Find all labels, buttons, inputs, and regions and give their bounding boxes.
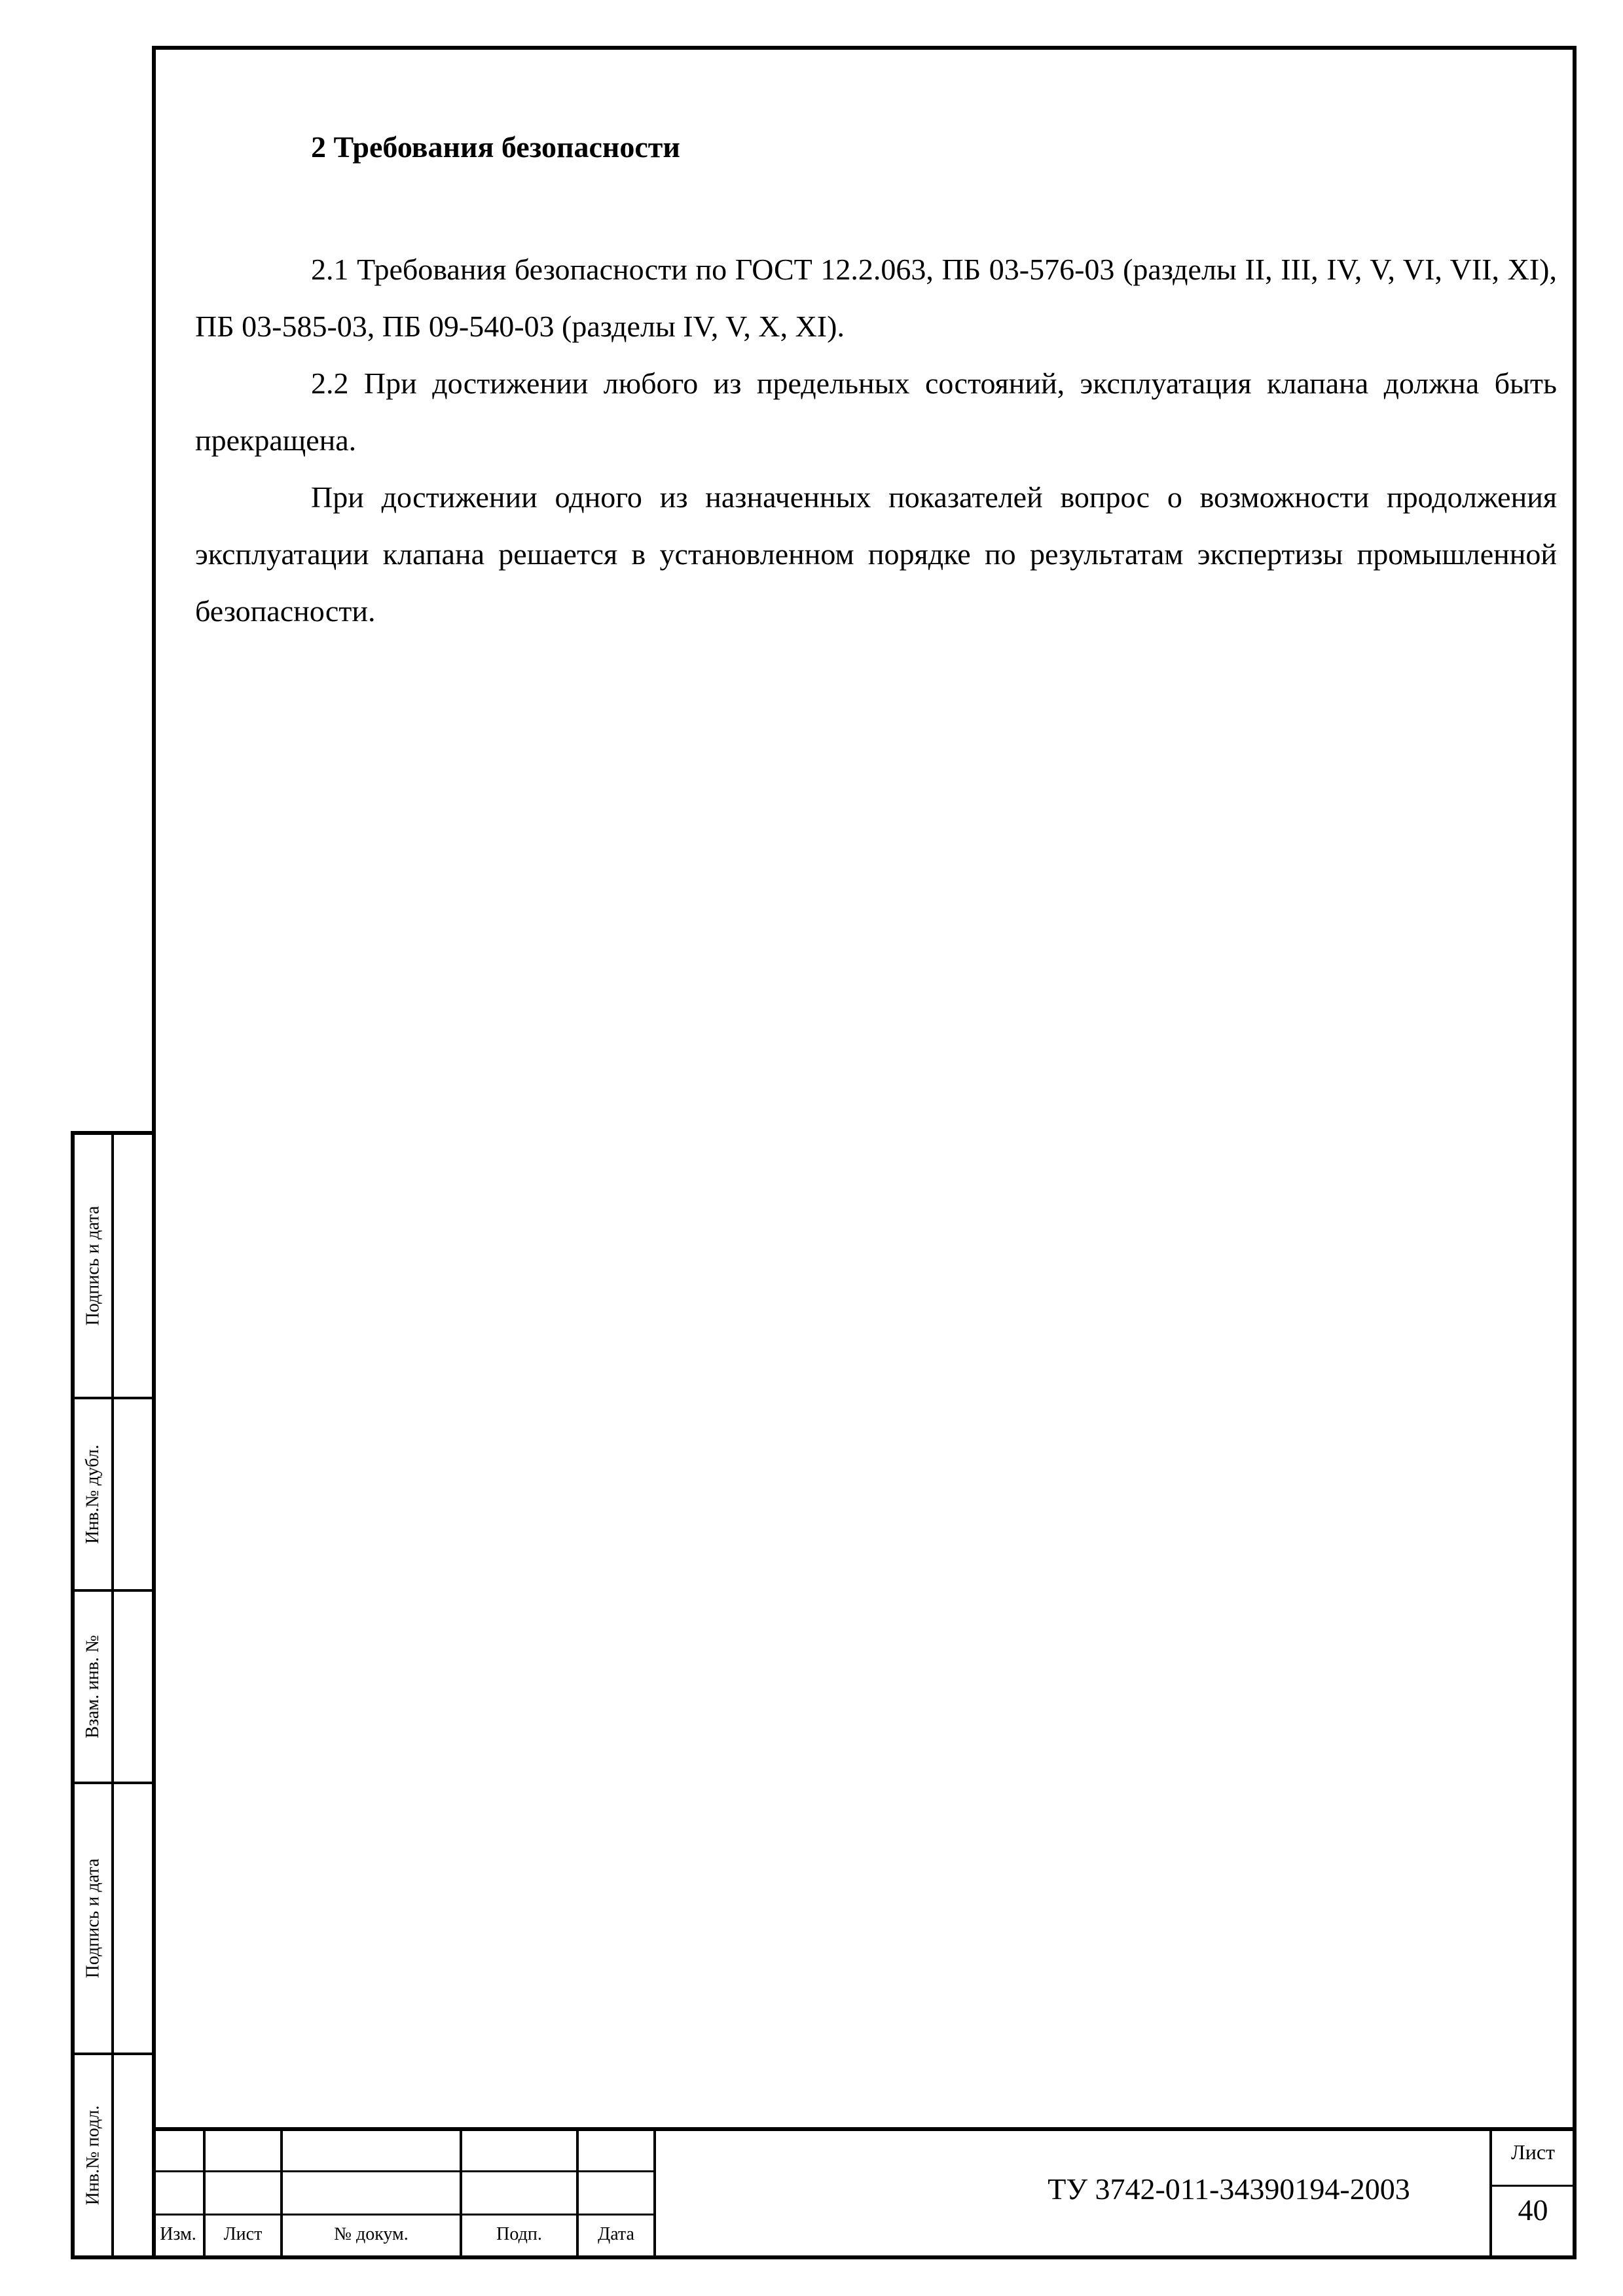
side-label-replace-inv: Взам. инв. № bbox=[82, 1635, 103, 1738]
side-label-inv-original: Инв.№ подл. bbox=[82, 2105, 103, 2206]
col-signature: Подп. bbox=[496, 2224, 542, 2244]
paragraph-3: При достижении одного из назначенных показателей вопрос о возможности продолжения эксплуатации клапана решается в установленном порядке по результатам экспертизы промышленной безопасности. bbox=[195, 480, 1557, 628]
paragraph-2-2: 2.2 При достижении любого из предельных состояний, эксплуатация клапана должна быть прекращена. bbox=[195, 367, 1557, 457]
side-label-signature-date-1: Подпись и дата bbox=[82, 1206, 103, 1326]
col-izm: Изм. bbox=[160, 2224, 196, 2244]
side-stamp-table bbox=[71, 1131, 156, 2259]
section-heading: 2 Требования безопасности bbox=[311, 130, 680, 164]
paragraph-2-1: 2.1 Требования безопасности по ГОСТ 12.2.063, ПБ 03-576-03 (разделы II, III, IV, V, VI, VII, XI), ПБ 03-585-03, ПБ 09-540-03 (разделы IV, V, X, XI). bbox=[195, 253, 1557, 343]
side-label-inv-dupl: Инв.№ дубл. bbox=[82, 1444, 103, 1544]
col-list: Лист bbox=[223, 2224, 263, 2244]
sheet-label: Лист bbox=[1510, 2140, 1555, 2164]
document-code: ТУ 3742-011-34390194-2003 bbox=[1048, 2172, 1410, 2206]
side-label-signature-date-2: Подпись и дата bbox=[82, 1858, 103, 1979]
body-text bbox=[195, 241, 1557, 639]
col-doc-num: № докум. bbox=[334, 2224, 409, 2244]
col-date: Дата bbox=[598, 2224, 634, 2244]
title-block bbox=[152, 2127, 1577, 2259]
sheet-number: 40 bbox=[1518, 2193, 1548, 2227]
